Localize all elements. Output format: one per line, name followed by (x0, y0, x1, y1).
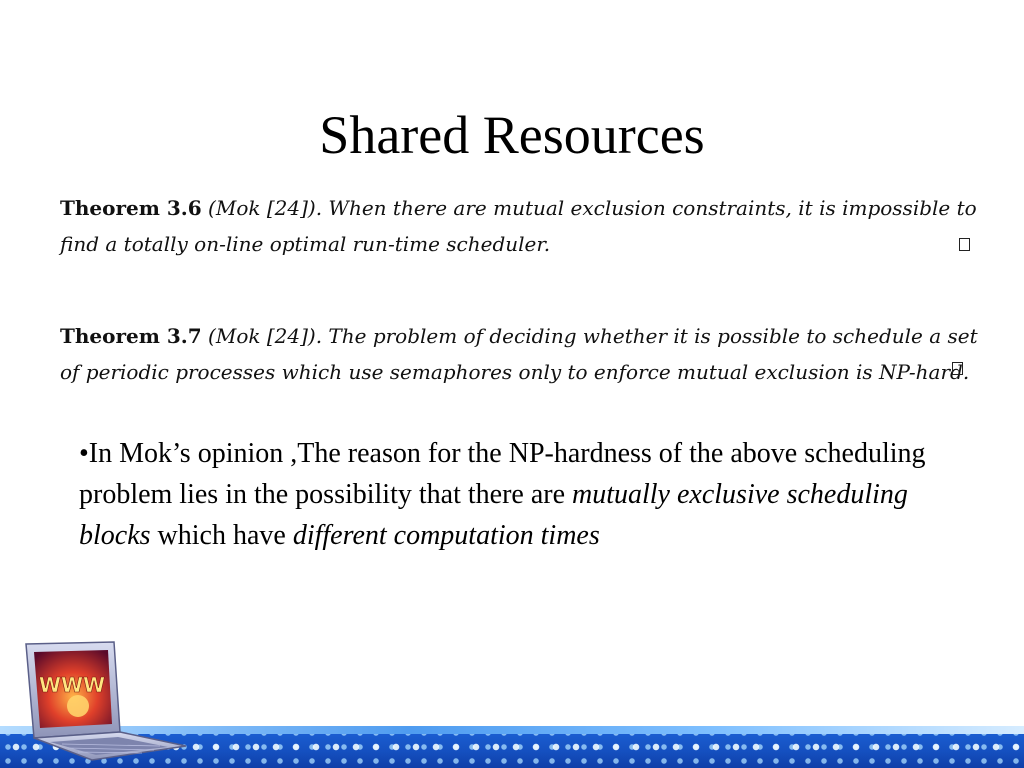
theorem-label: Theorem 3.6 (60, 196, 202, 220)
theorem-text: (Mok [24]). When there are mutual exclusion constraints, it is impossible to find a totally on-line optimal run-time scheduler. (60, 196, 977, 256)
theorem-text: (Mok [24]). The problem of deciding whether it is possible to schedule a set of periodic processes which use semaphores only to enforce mutual exclusion is NP-hard. (60, 324, 978, 384)
qed-box-icon (959, 238, 970, 251)
theorem-label: Theorem 3.7 (60, 324, 202, 348)
bullet-paragraph (79, 433, 959, 556)
slide-title: Shared Resources (319, 105, 705, 165)
qed-box-icon (952, 362, 963, 375)
bullet-text-mid: which have (150, 520, 293, 551)
bullet-emphasis-blocks: mutually exclusive scheduling blocks (79, 479, 908, 551)
logo-screen-text: WWW (38, 673, 106, 697)
laptop-graphic (22, 640, 192, 762)
theorem-3-7 (60, 318, 978, 390)
laptop-www-icon (22, 640, 192, 762)
bullet-emphasis-times: different computation times (292, 520, 600, 551)
theorem-3-6 (60, 190, 978, 262)
bullet-text-lead: •In Mok’s opinion ,The reason for the NP-hardness of the above scheduling problem lies in the possibility that there are (79, 438, 926, 510)
